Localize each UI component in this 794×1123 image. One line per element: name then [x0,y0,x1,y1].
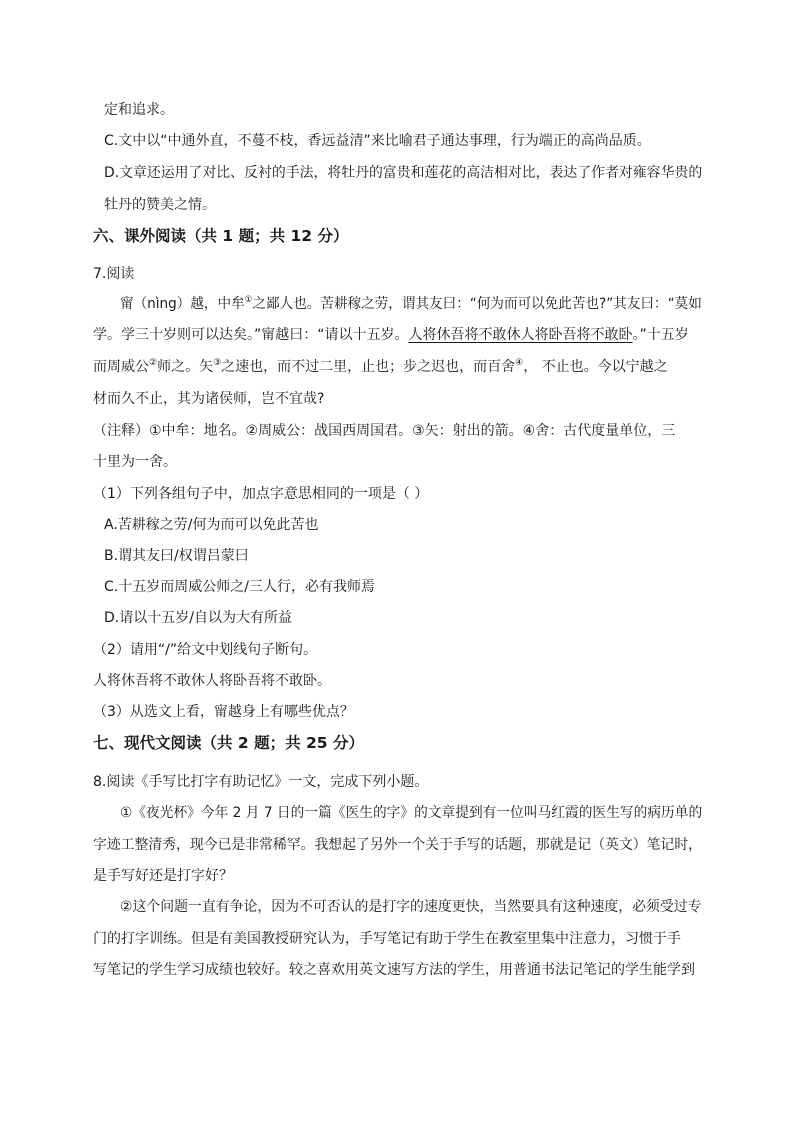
notes-line-2: 十里为一舍。 [93,454,177,470]
question-label-8: 8.阅读《手写比打字有助记忆》一文，完成下列小题。 [93,774,429,790]
passage-line-1: 甯（nìng）越，中牟①之鄙人也。苦耕稼之劳，谓其友曰：“何为而可以免此苦也?”其友曰：“莫如 [120,295,702,312]
note-marker: ④ [515,358,524,368]
passage-line-4: 材而久不止，其为诸侯师，岂不宜哉? [93,391,325,407]
option-d: D.请以十五岁/自以为大有所益 [104,610,292,626]
option-d-previous: D.文章还运用了对比、反衬的手法，将牡丹的富贵和莲花的高洁相对比，表达了作者对雍容华贵的 [104,165,703,181]
note-marker: ③ [213,358,222,368]
subquestion-2: （2）请用“/”给文中划线句子断句。 [93,642,318,658]
subquestion-2-sentence: 人将休吾将不敢休人将卧吾将不敢卧。 [93,673,331,689]
paragraph-2-line-2: 门的打字训练。但是有美国教授研究认为，手写笔记有助于学生在教室里集中注意力，习惯于手 [93,931,681,947]
text-line: 牡丹的赞美之情。 [104,197,216,213]
subquestion-3: （3）从选文上看，甯越身上有哪些优点？ [93,704,354,720]
section-heading-7: 七、现代文阅读（共 2 题；共 25 分） [93,734,364,752]
option-c: C.十五岁而周威公师之/三人行，必有我师焉 [104,579,375,595]
note-marker: ① [244,295,253,305]
option-b: B.谓其友曰/权谓吕蒙曰 [104,548,249,564]
passage-line-3: 而周威公②师之。矢③之速也，而不过二里，止也；步之迟也，而百舍④， 不止也。今以宁越之 [93,358,668,375]
question-label-7: 7.阅读 [93,266,135,282]
option-c-previous: C.文中以“中通外直，不蔓不枝，香远益清”来比喻君子通达事理，行为端正的高尚品质。 [104,133,651,149]
text-line: 定和追求。 [104,102,174,118]
paragraph-1-line-3: 是手写好还是打字好？ [93,868,233,884]
underlined-sentence: 人将休吾将不敢休人将卧吾将不敢卧 [408,327,633,343]
paragraph-1-line-1: ①《夜光杯》今年 2 月 7 日的一篇《医生的字》的文章提到有一位叫马红霞的医生写的病历单的 [120,805,703,821]
paragraph-2-line-1: ②这个问题一直有争论，因为不可否认的是打字的速度更快，当然要具有这种速度，必须受过专 [120,899,702,915]
note-marker: ② [149,358,158,368]
section-heading-6: 六、课外阅读（共 1 题；共 12 分） [93,227,349,245]
option-a: A.苦耕稼之劳/何为而可以免此苦也 [104,517,319,533]
paragraph-2-line-3: 写笔记的学生学习成绩也较好。较之喜欢用英文速写方法的学生，用普通书法记笔记的学生能学到 [93,962,695,978]
subquestion-1: （1）下列各组句子中，加点字意思相同的一项是（ ） [93,486,429,502]
passage-line-2: 学。学三十岁则可以达矣。”甯越曰：“请以十五岁。人将休吾将不敢休人将卧吾将不敢卧。”十五岁 [93,327,689,343]
paragraph-1-line-2: 字迹工整清秀，现今已是非常稀罕。我想起了另外一个关于手写的话题，那就是记（英文）笔记时， [93,837,702,853]
notes-line-1: （注释）①中牟：地名。②周威公：战国西周国君。③矢：射出的箭。④舍：古代度量单位，三 [93,423,676,439]
